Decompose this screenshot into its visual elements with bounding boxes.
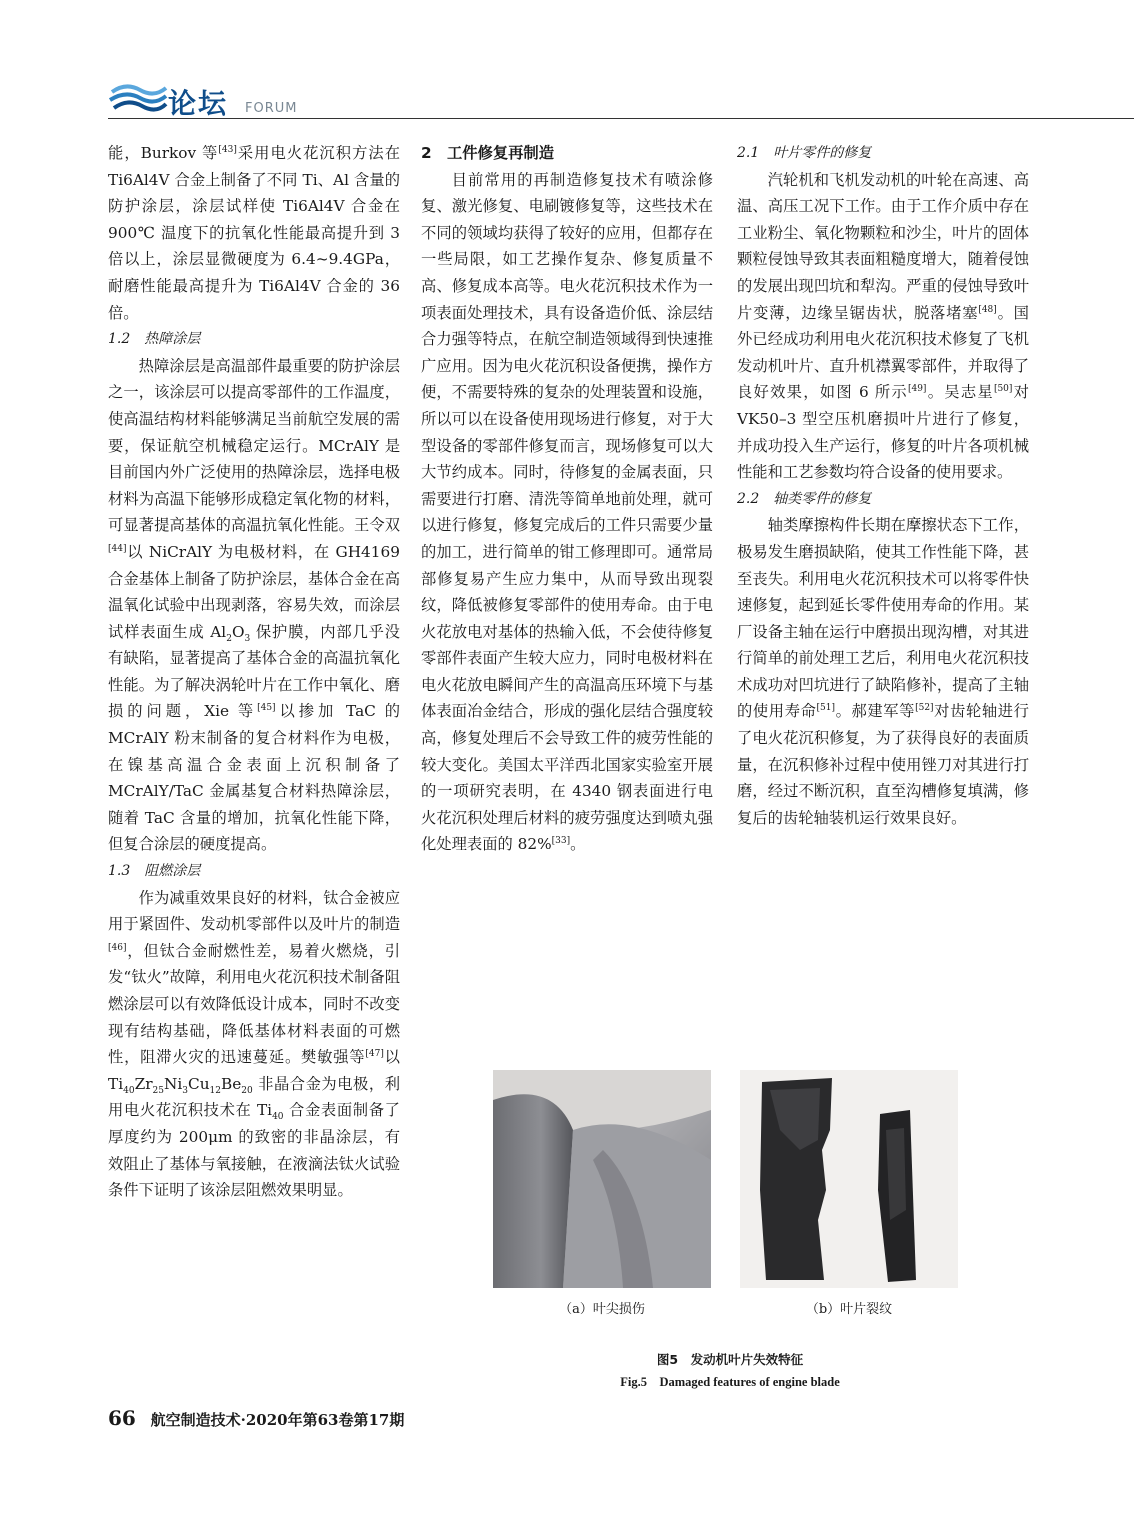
figure-caption-en: Fig.5 Damaged features of engine blade [620, 1375, 840, 1389]
subcaption-b: （b）叶片裂纹 [805, 1302, 893, 1317]
paragraph: 轴类摩擦构件长期在摩擦状态下工作，极易发生磨损缺陷，使其工作性能下降，甚至丧失。利用电火花沉积技术可以将零件快速修复，起到延长零件使用寿命的作用。某厂设备主轴在运行中磨损出现沟槽，对其进行简单的前处理工艺后，利用电火花沉积技术成功对凹坑进行了缺陷修补，提高了主轴的使用寿命[51]。郝建军等[52]对齿轮轴进行了电火花沉积修复，为了获得良好的表面质量，在沉积修补过程中使用锉刀对其进行打磨，经过不断沉积，直至沟槽修复填满，修复后的齿轮轴装机运行效果良好。 [737, 516, 1029, 827]
section-heading: 2.1 叶片零件的修复 [737, 145, 872, 161]
figure-caption-cn: 图5 发动机叶片失效特征 [656, 1352, 804, 1367]
paragraph: 能，Burkov 等[43]采用电火花沉积方法在 Ti6Al4V 合金上制备了不同 Ti、Al 含量的防护涂层，涂层试样使 Ti6Al4V 合金在 900℃ 温度下的抗氧化性能最高提升到 3 倍以上，涂层显微硬度为 6.4~9.4GPa，耐磨性能最高提升为 Ti6Al4V 合金的 36 倍。 [108, 144, 400, 322]
header-divider [108, 118, 1134, 119]
figure-5 [490, 1068, 970, 1398]
page-number: 66 [108, 1406, 136, 1430]
paragraph: 汽轮机和飞机发动机的叶轮在高速、高温、高压工况下工作。由于工作介质中存在工业粉尘、氧化物颗粒和沙尘，叶片的固体颗粒侵蚀导致其表面粗糙度增大，随着侵蚀的发展出现凹坑和犁沟。严重的侵蚀导致叶片变薄，边缘呈锯齿状，脱落堵塞[48]。国外已经成功利用电火花沉积技术修复了飞机发动机叶片、直升机襟翼零部件，并取得了良好效果，如图 6 所示[49]。吴志星[50]对 VK50–3 型空压机磨损叶片进行了修复，并成功投入生产运行，修复的叶片各项机械性能和工艺参数均符合设备的使用要求。 [737, 170, 1029, 482]
paragraph: 作为减重效果良好的材料，钛合金被应用于紧固件、发动机零部件以及叶片的制造[46]，但钛合金耐燃性差，易着火燃烧，引发“钛火”故障，利用电火花沉积技术制备阻燃涂层可以有效降低设计成本，同时不改变现有结构基础，降低基体材料表面的可燃性，阻滞火灾的迅速蔓延。樊敏强等[47]以 $Ti_{40}Zr_{25}Ni_3Cu_{12}Be_{20}$ 非晶合金为电极，利用电火花沉积技术在 $Ti_{40}$ 合金表面制备了厚度约为 200μm 的致密的非晶涂层，有效阻止了基体与氧接触，在液滴法钛火试验条件下证明了该涂层阻燃效果明显。 [108, 888, 400, 1200]
section-heading: 1.3 阻燃涂层 [108, 863, 201, 880]
blade-tip-damage-photo [493, 1070, 711, 1288]
text-column-2 [421, 140, 713, 858]
section-heading: 2.2 轴类零件的修复 [737, 490, 872, 507]
section-heading: 1.2 热障涂层 [108, 331, 201, 348]
page-footer [108, 1406, 404, 1430]
section-title-cn: 论坛 [168, 87, 229, 120]
subcaption-a: （a）叶尖损伤 [559, 1302, 645, 1317]
journal-info: 航空制造技术·2020年第63卷第17期 [150, 1411, 405, 1429]
section-title-en: FORUM [245, 101, 298, 116]
section-heading: 2 工件修复再制造 [421, 144, 555, 162]
paragraph: 目前常用的再制造修复技术有喷涂修复、激光修复、电刷镀修复等，这些技术在不同的领域均获得了较好的应用，但都存在一些局限，如工艺操作复杂、修复质量不高、修复成本高等。电火花沉积技术作为一项表面处理技术，具有设备造价低、涂层结合力强等特点，在航空制造领域得到快速推广应用。因为电火花沉积设备便携，操作方便，不需要特殊的复杂的处理装置和设施，所以可以在设备使用现场进行修复，对于大型设备的零部件修复而言，现场修复可以大大节约成本。同时，待修复的金属表面，只需要进行打磨、清洗等简单地前处理，就可以进行修复，修复完成后的工件只需要少量的加工，进行简单的钳工修理即可。通常局部修复易产生应力集中，从而导致出现裂纹，降低被修复零部件的使用寿命。由于电火花放电对基体的热输入低，不会使待修复零部件表面产生较大应力，同时电极材料在电火花放电瞬间产生的高温高压环境下与基体表面冶金结合，形成的强化层结合强度较高，修复处理后不会导致工件的疲劳性能的较大变化。美国太平洋西北国家实验室开展的一项研究表明，在 4340 钢表面进行电火花沉积处理后材料的疲劳强度达到喷丸强化处理表面的 82%[33]。 [421, 170, 713, 854]
wave-logo-icon [108, 78, 168, 118]
paragraph: 热障涂层是高温部件最重要的防护涂层之一，该涂层可以提高零部件的工作温度，使高温结构材料能够满足当前航空发展的需要，保证航空机械稳定运行。MCrAlY 是目前国内外广泛使用的热障涂层，选择电极材料为高温下能够形成稳定氧化物的材料，可显著提高基体的高温抗氧化性能。王令双[44]以 NiCrAlY 为电极材料，在 GH4169 合金基体上制备了防护涂层，基体合金在高温氧化试验中出现剥落，容易失效，而涂层试样表面生成 $Al_2O_3$ 保护膜，内部几乎没有缺陷，显著提高了基体合金的高温抗氧化性能。为了解决涡轮叶片在工作中氧化、磨损的问题，Xie 等[45]以掺加 TaC 的 MCrAlY 粉末制备的复合材料作为电极，在镍基高温合金表面上沉积制备了 MCrAlY/TaC 金属基复合材料热障涂层，随着 TaC 含量的增加，抗氧化性能下降，但复合涂层的硬度提高。 [108, 356, 400, 854]
text-column-1 [108, 140, 400, 1204]
page-header [0, 70, 1134, 130]
blade-crack-photo [740, 1070, 958, 1288]
text-column-3 [737, 140, 1029, 831]
